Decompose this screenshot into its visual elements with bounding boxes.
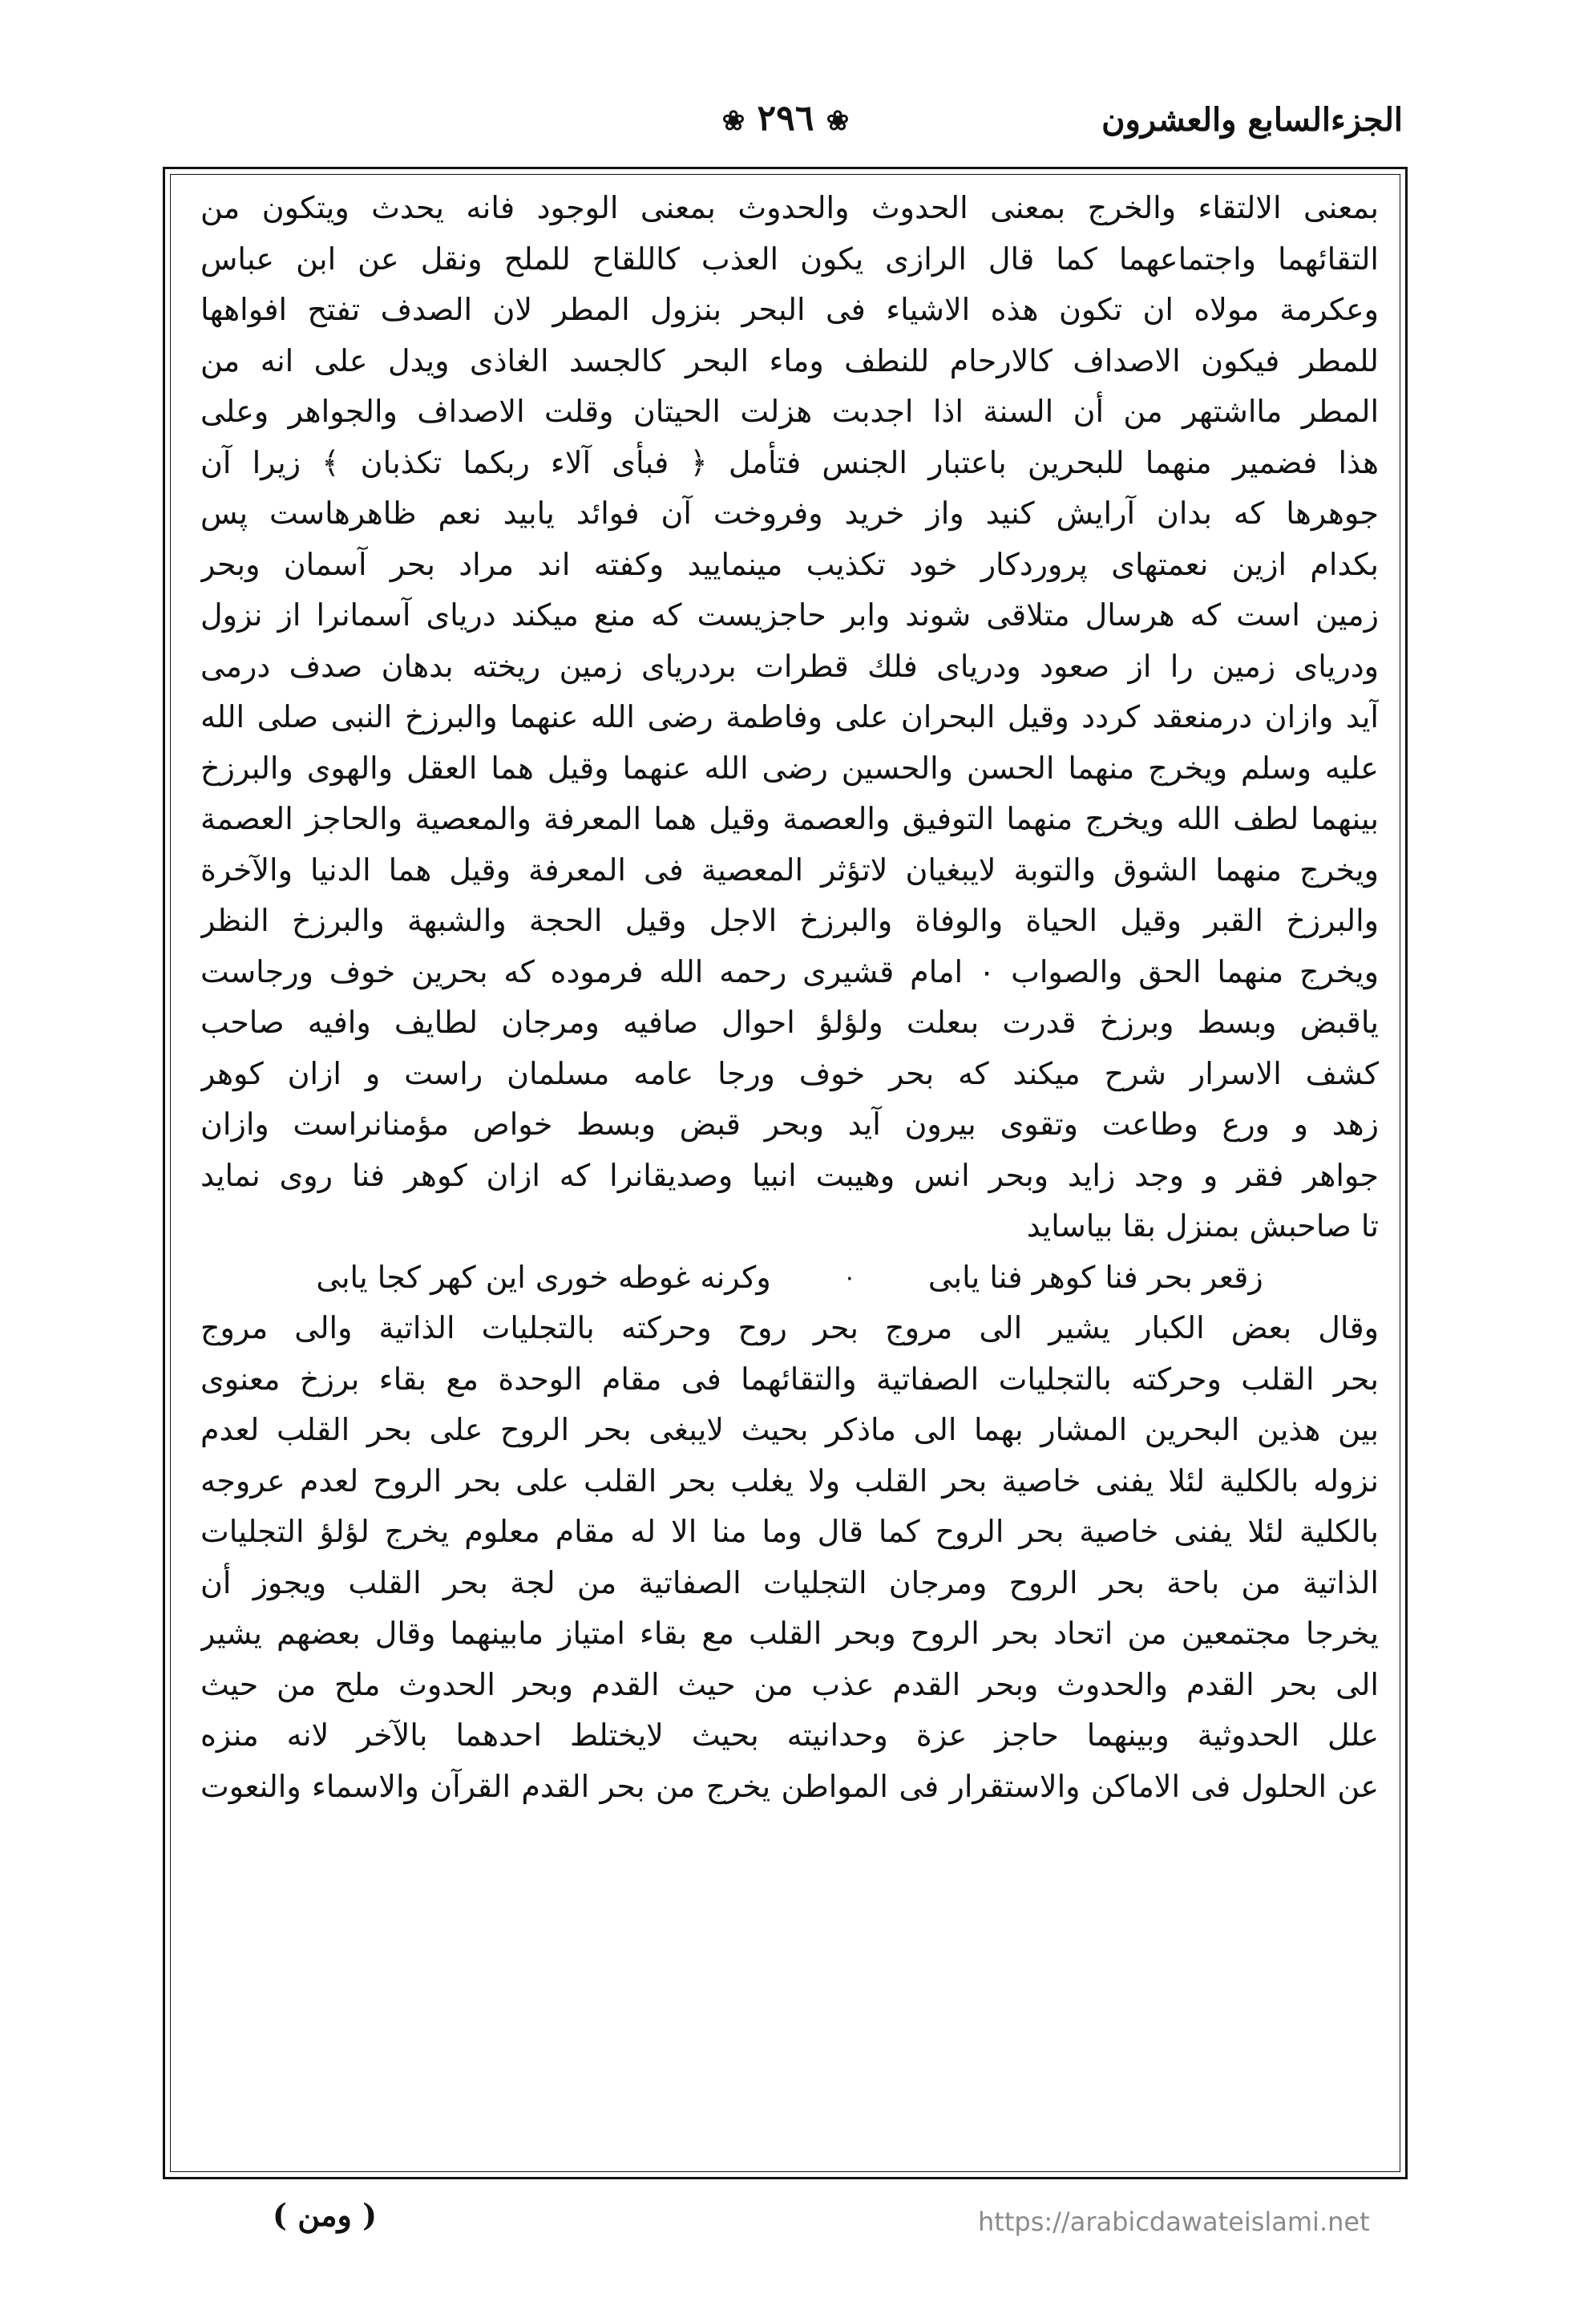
ornament-left-icon: ❀ [826, 104, 850, 137]
body-line: هذا فضمير منهما للبحرين باعتبار الجنس فتأمل ﴿ فبأى آلاء ربكما تكذبان ﴾ زيرا آن [200, 444, 1379, 480]
poetry-verse [200, 1252, 1379, 1304]
body-line: عن الحلول فى الاماكن والاستقرار فى المواطن يخرج من بحر القدم القرآن والاسماء والنعوت [200, 1768, 1379, 1804]
body-line: نزوله بالكلية لئلا يفنى خاصية بحر القلب ولا يغلب بحر القلب على بحر الروح لعدم عروجه [200, 1462, 1379, 1499]
body-line: الذاتية من باحة بحر الروح ومرجان التجليات الصفاتية من لجة بحر القلب ويجوز أن [200, 1564, 1379, 1600]
body-text [200, 183, 1379, 1812]
page-header [168, 95, 1403, 159]
body-line: بحر القلب وحركته بالتجليات الصفاتية والتقائهما فى مقام الوحدة مع بقاء برزخ معنوى [200, 1361, 1379, 1397]
body-line: علل الحدوثية وبينهما حاجز عزة وحدانيته بحيث لايختلط احدهما بالآخر لانه منزه [200, 1717, 1379, 1753]
page-number: ٢٩٦ [757, 98, 814, 139]
body-line: ودرياى زمين را از صعود ودرياى فلك قطرات بردرياى زمين ريخته بدهان صدف درمى [200, 648, 1379, 684]
verse-hemistich-left: وكرنه غوطه خورى اين كهر كجا يابى [316, 1259, 771, 1295]
body-line: بين هذين البحرين المشار بهما الى ماذكر بحيث لايبغى بحر الروح على بحر القلب لعدم [200, 1412, 1379, 1447]
verse-separator: ۰ [842, 1263, 856, 1292]
body-line: جوهرها كه بدان آرايش كنيد واز خريد وفروخت آن فوائد يابيد نعم ظاهرهاست پس [200, 496, 1379, 531]
ornament-right-icon: ❀ [721, 104, 745, 137]
body-line: والبرزخ القبر وقيل الحياة والوفاة والبرزخ الاجل وقيل الحجة والشبهة والبرزخ النظر [200, 903, 1379, 938]
body-line: يخرجا مجتمعين من اتحاد بحر الروح وبحر القلب مع بقاء امتياز مابينهما وقال بعضهم يشير [200, 1616, 1379, 1651]
body-line: كشف الاسرار شرح ميكند كه بحر خوف ورجا عامه مسلمان راست و ازان كوهر [200, 1055, 1379, 1091]
body-line: بينهما لطف الله ويخرج منهما التوفيق والعصمة وقيل هما المعرفة والمعصية والحاجز العصمة [200, 801, 1379, 836]
part-title: الجزءالسابع والعشرون [1101, 101, 1403, 139]
body-line: المطر مااشتهر من أن السنة اذا اجدبت هزلت الحيتان وقلت الاصداف والجواهر وعلى [200, 394, 1379, 429]
body-line: وعكرمة مولاه ان تكون هذه الاشياء فى البحر بنزول المطر لان الصدف تفتح افواهها [200, 292, 1379, 327]
body-line: الى بحر القدم والحدوث وبحر القدم عذب من حيث القدم وبحر الحدوث ملح من حيث [200, 1666, 1379, 1702]
body-line: عليه وسلم ويخرج منهما الحسن والحسين رضى الله عنهما وقيل هما العقل والهوى والبرزخ [200, 750, 1379, 786]
body-line: ويخرج منهما الشوق والتوبة لايبغيان لاتؤثر المعصية فى المعرفة وقيل هما الدنيا والآخرة [200, 852, 1379, 888]
body-line: بمعنى الالتقاء والخرج بمعنى الحدوث والحدوث بمعنى الوجود فانه يحدث ويتكون من [200, 190, 1379, 225]
body-line: وقال بعض الكبار يشير الى مروج بحر روح وحركته بالتجليات الذاتية والى مروج [200, 1310, 1379, 1345]
body-line: ياقبض وبسط وبرزخ قدرت بىعلت ولؤلؤ احوال صافيه ومرجان لطايف وافيه صاحب [200, 1005, 1379, 1040]
catchword: ( ومن ) [273, 2197, 378, 2233]
body-line: للمطر فيكون الاصداف كالارحام للنطف وماء البحر كالجسد الغاذى ويدل على انه من [200, 342, 1379, 378]
body-line: زمين است كه هرسال متلاقى شوند وابر حاجزيست كه منع ميكند درياى آسمانرا از نزول [200, 597, 1379, 633]
watermark-url: https://arabicdawateislami.net [978, 2207, 1370, 2237]
body-line: زهد و ورع وطاعت وتقوى بيرون آيد وبحر قبض وبسط خواص مؤمنانراست وازان [200, 1106, 1379, 1142]
body-line: بالكلية لئلا يفنى خاصية بحر الروح كما قال وما منا الا له مقام معلوم يخرج لؤلؤ التجليات [200, 1514, 1379, 1549]
body-line-short: تا صاحبش بمنزل بقا بياسايد [1026, 1208, 1379, 1244]
verse-hemistich-right: زقعر بحر فنا كوهر فنا يابى [927, 1259, 1263, 1295]
body-line: التقائهما واجتماعهما كما قال الرازى يكون العذب كاللقاح للملح ونقل عن ابن عباس [200, 241, 1379, 277]
body-line: جواهر فقر و وجد زايد وبحر انس وهيبت انبيا وصديقانرا كه ازان كوهر فنا روى نمايد [200, 1157, 1379, 1193]
page-number-block [665, 98, 906, 139]
body-line: بكدام ازين نعمتهاى پروردكار خود تكذيب مينماييد وكفته اند مراد بحر آسمان وبحر [200, 546, 1379, 582]
body-line: ويخرج منهما الحق والصواب ۰ امام قشيرى رحمه الله فرموده كه بحرين خوف ورجاست [200, 953, 1379, 989]
body-line: آيد وازان درمنعقد كردد وقيل البحران على وفاطمة رضى الله عنهما والبرزخ النبى صلى الله [200, 699, 1379, 734]
